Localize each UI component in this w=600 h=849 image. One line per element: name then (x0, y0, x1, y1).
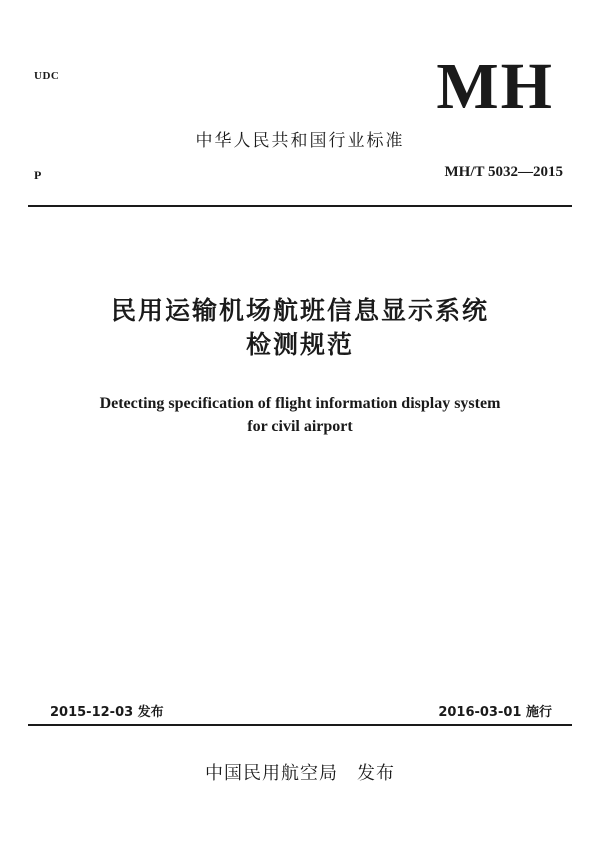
mh-logo: MH (436, 50, 554, 123)
english-title-line-2: for civil airport (247, 418, 353, 435)
chinese-title-line-2: 检测规范 (245, 330, 354, 359)
issue-date: 2015-12-03 发布 (50, 705, 164, 720)
english-title-line-1: Detecting specification of flight information display system (99, 395, 501, 412)
publisher: 中国民用航空局 发布 (205, 763, 395, 784)
standard-type-heading: 中华人民共和国行业标准 (195, 131, 405, 151)
top-divider (28, 205, 572, 207)
bottom-divider (28, 724, 572, 726)
category-code: P (34, 168, 42, 182)
udc-label: UDC (34, 70, 60, 82)
english-title (0, 392, 600, 438)
effective-date: 2016-03-01 施行 (438, 705, 552, 720)
chinese-title-line-1: 民用运输机场航班信息显示系统 (110, 296, 489, 325)
chinese-title (0, 294, 600, 362)
standard-number: MH/T 5032—2015 (444, 164, 563, 180)
